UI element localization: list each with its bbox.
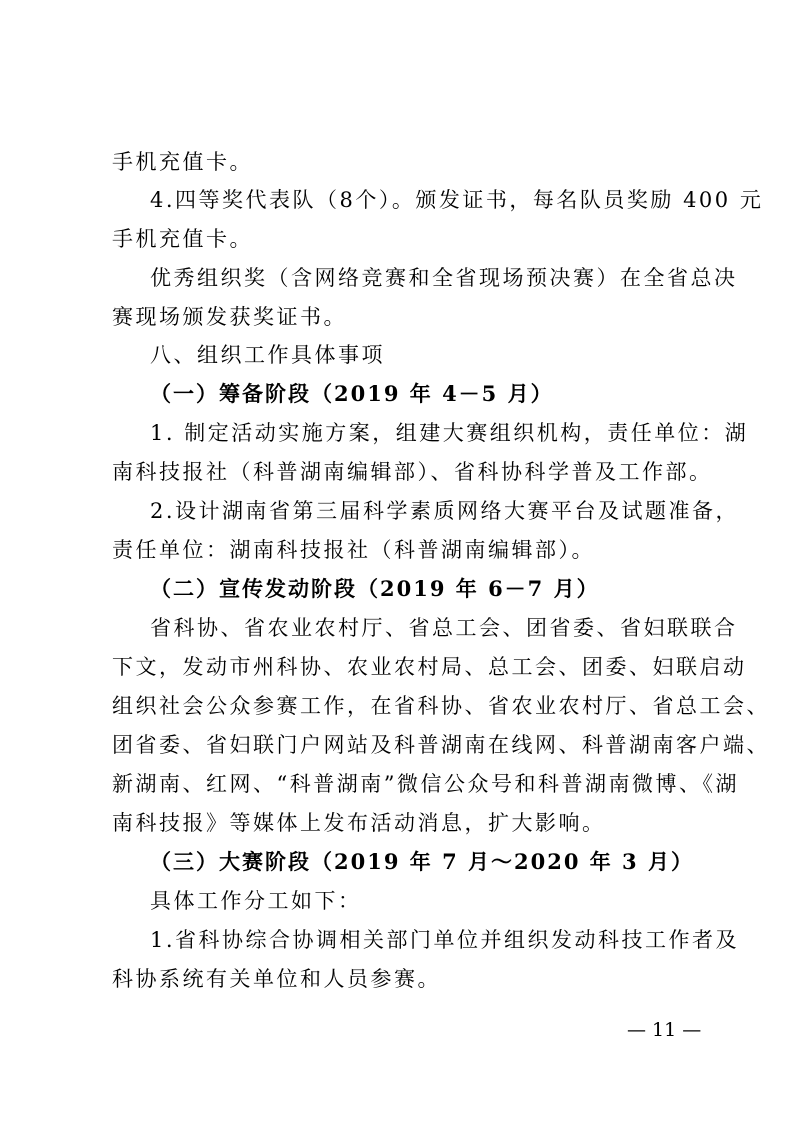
text-line: 团省委、省妇联门户网站及科普湖南在线网、科普湖南客户端、 [112,733,770,757]
text-line: 南科技报社（科普湖南编辑部）、省科协科学普及工作部。 [112,460,713,484]
text-line: 组织社会公众参赛工作，在省科协、省农业农村厅、省总工会、 [112,694,770,718]
page-number: — 11 — [627,1019,702,1041]
text-line: 手机充值卡。 [112,150,253,174]
subsection-heading: （三）大赛阶段（2019 年 7 月～2020 年 3 月） [150,849,694,874]
subsection-heading: （一）筹备阶段（2019 年 4－5 月） [150,381,554,406]
text-line: 具体工作分工如下： [150,889,362,913]
text-line: 4.四等奖代表队（8个）。颁发证书，每名队员奖励 400 元 [150,188,764,212]
text-line: 南科技报》等媒体上发布活动消息，扩大影响。 [112,811,606,835]
text-line: 省科协、省农业农村厅、省总工会、团省委、省妇联联合 [150,616,738,640]
section-heading: 八、组织工作具体事项 [150,343,385,367]
text-line: 优秀组织奖（含网络竞赛和全省现场预决赛）在全省总决 [150,266,738,290]
text-line: 赛现场颁发获奖证书。 [112,305,347,329]
text-line: 新湖南、红网、“科普湖南”微信公众号和科普湖南微博、《湖 [112,772,739,796]
text-line: 1. 制定活动实施方案，组建大赛组织机构，责任单位：湖 [150,421,749,445]
text-line: 1.省科协综合协调相关部门单位并组织发动科技工作者及 [150,928,740,952]
subsection-heading: （二）宣传发动阶段（2019 年 6－7 月） [150,576,600,601]
text-line: 下文，发动市州科协、农业农村局、总工会、团委、妇联启动 [112,655,747,679]
text-line: 责任单位：湖南科技报社（科普湖南编辑部）。 [112,538,595,562]
text-line: 2.设计湖南省第三届科学素质网络大赛平台及试题准备， [150,499,740,523]
text-line: 科协系统有关单位和人员参赛。 [112,967,441,991]
text-line: 手机充值卡。 [112,227,253,251]
